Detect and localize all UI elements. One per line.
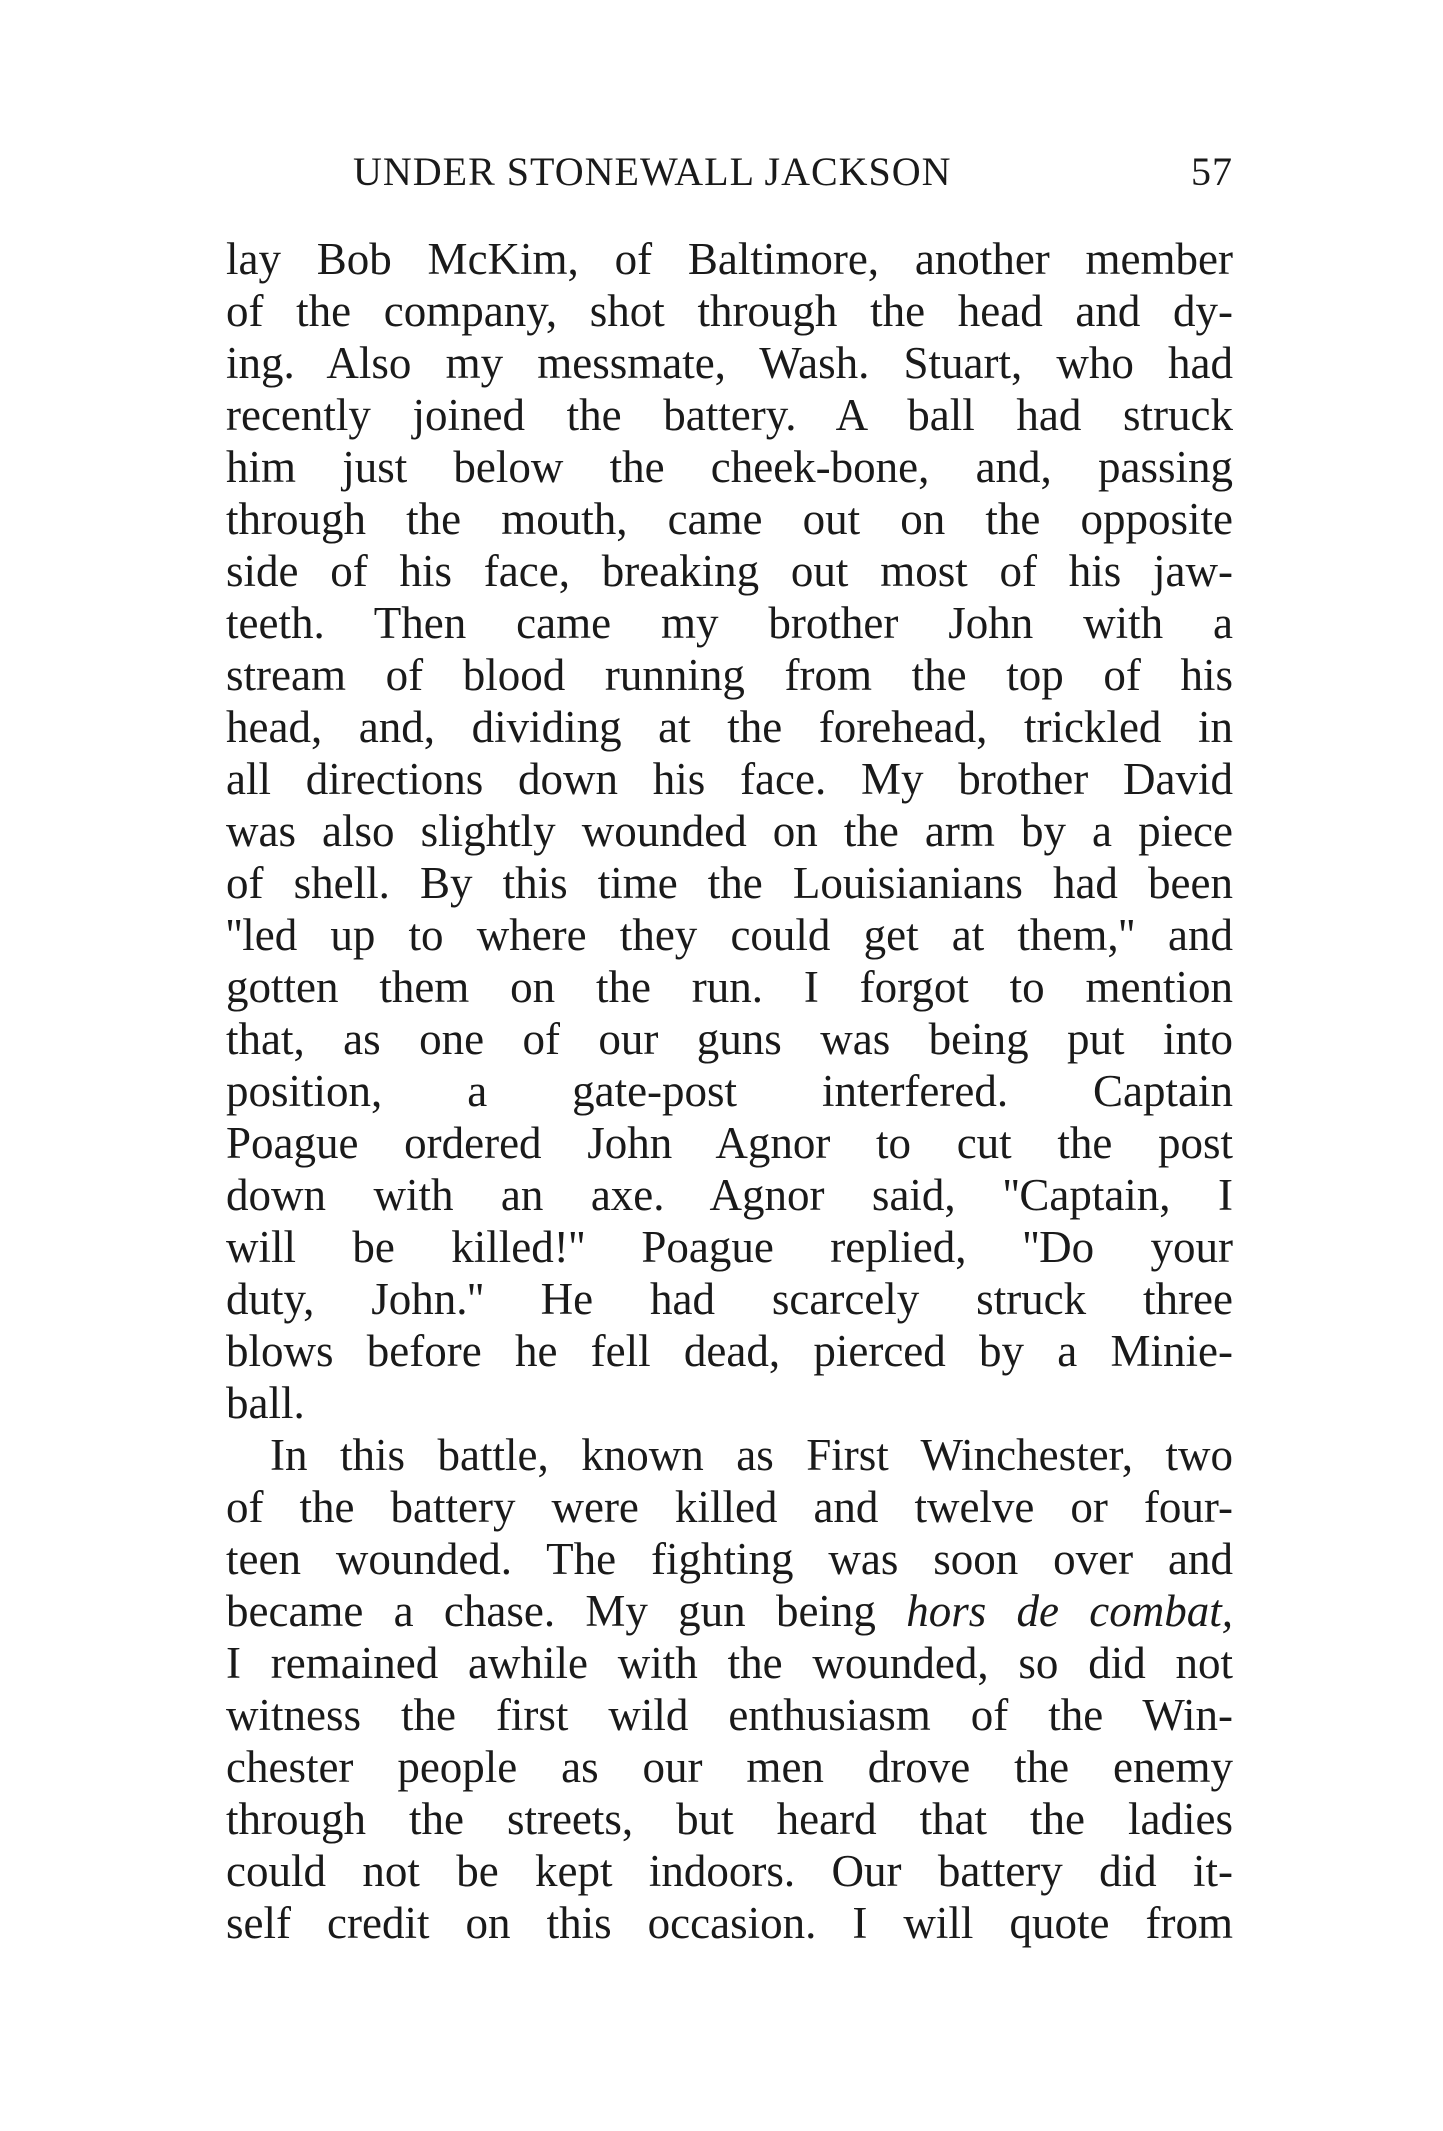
text-line: of the battery were killed and twelve or four-	[226, 1482, 1233, 1532]
text-line: that, as one of our guns was being put into	[226, 1014, 1233, 1064]
text-line: recently joined the battery. A ball had struck	[226, 390, 1233, 440]
text-line: of shell. By this time the Louisianians had been	[226, 858, 1233, 908]
text-line: could not be kept indoors. Our battery did it-	[226, 1846, 1233, 1896]
paragraph-first-line: In this battle, known as First Winchester, two	[270, 1430, 1233, 1480]
italic-phrase: hors de combat,	[906, 1586, 1233, 1636]
text-line: chester people as our men drove the enemy	[226, 1742, 1233, 1792]
text-line: head, and, dividing at the forehead, trickled in	[226, 702, 1233, 752]
page-number: 57	[1191, 149, 1233, 194]
text-line: lay Bob McKim, of Baltimore, another member	[226, 234, 1233, 284]
text-line-with-italic	[226, 1585, 1233, 1637]
text-line: stream of blood running from the top of his	[226, 650, 1233, 700]
text-segment: became a chase. My gun being	[226, 1586, 907, 1636]
text-line: was also slightly wounded on the arm by a piece	[226, 806, 1233, 856]
text-line: gotten them on the run. I forgot to mention	[226, 962, 1233, 1012]
text-line: of the company, shot through the head and dy-	[226, 286, 1233, 336]
text-line: ing. Also my messmate, Wash. Stuart, who had	[226, 338, 1233, 388]
text-line: teeth. Then came my brother John with a	[226, 598, 1233, 648]
text-line: down with an axe. Agnor said, ''Captain, I	[226, 1170, 1233, 1220]
text-line: will be killed!'' Poague replied, ''Do your	[226, 1222, 1233, 1272]
text-line: position, a gate-post interfered. Captain	[226, 1066, 1233, 1116]
text-line: him just below the cheek-bone, and, passing	[226, 442, 1233, 492]
running-title: UNDER STONEWALL JACKSON	[353, 149, 952, 194]
text-line: blows before he fell dead, pierced by a Minie-	[226, 1326, 1233, 1376]
text-line: I remained awhile with the wounded, so did not	[226, 1638, 1233, 1688]
text-line: through the mouth, came out on the opposite	[226, 494, 1233, 544]
body-text	[226, 233, 1233, 1949]
text-line: ''led up to where they could get at them,'' and	[226, 910, 1233, 960]
text-line: all directions down his face. My brother David	[226, 754, 1233, 804]
text-line: Poague ordered John Agnor to cut the post	[226, 1118, 1233, 1168]
text-line: self credit on this occasion. I will quote from	[226, 1898, 1233, 1948]
text-line: ball.	[226, 1378, 305, 1428]
text-line: side of his face, breaking out most of his jaw-	[226, 546, 1233, 596]
text-line: through the streets, but heard that the ladies	[226, 1794, 1233, 1844]
text-line: teen wounded. The fighting was soon over and	[226, 1534, 1233, 1584]
text-line: duty, John.'' He had scarcely struck three	[226, 1274, 1233, 1324]
text-line: witness the first wild enthusiasm of the Win-	[226, 1690, 1233, 1740]
running-head	[353, 148, 1233, 208]
